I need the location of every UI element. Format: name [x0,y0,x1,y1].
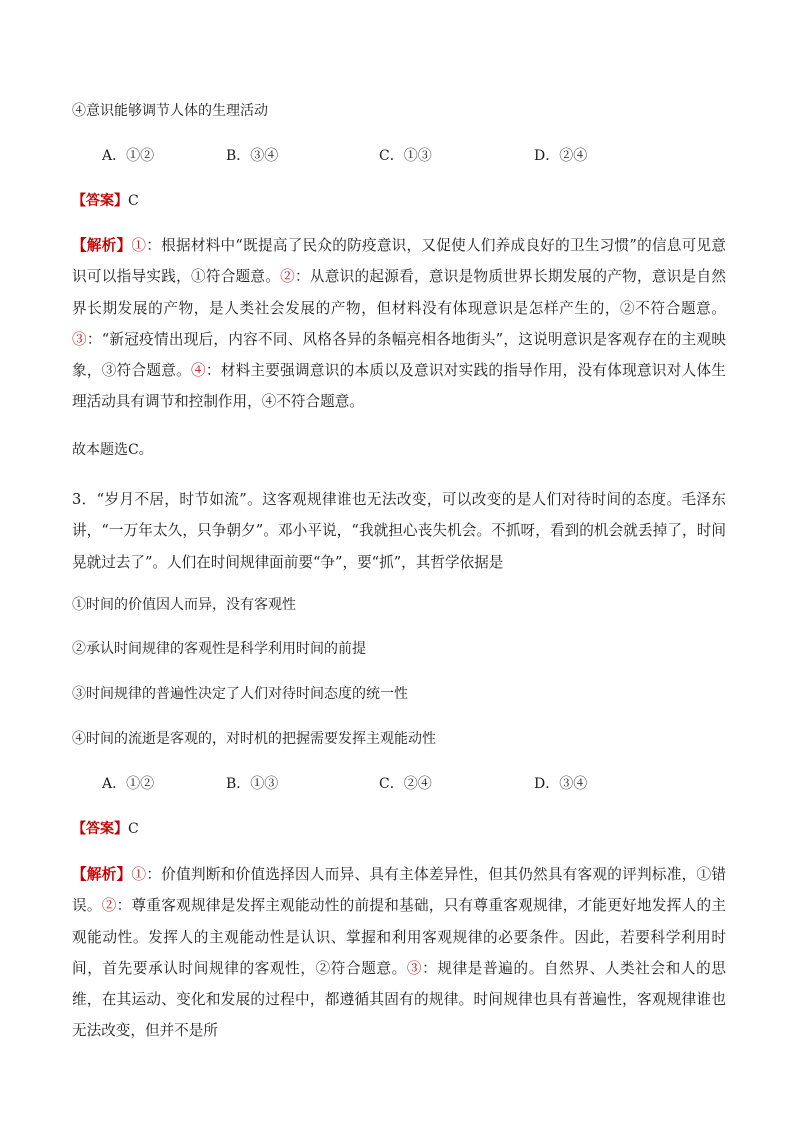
q3-statement-1: ①时间的价值因人而异，没有客观性 [72,597,296,613]
q3-analysis-marker-2: ② [101,897,117,915]
q2-analysis [72,230,726,418]
q2-analysis-marker-2: ② [280,268,296,286]
q3-statement-3: ③时间规律的普遍性决定了人们对待时间态度的统一性 [72,686,408,702]
q3-stem: 3．“岁月不居，时节如流”。这客观规律谁也无法改变，可以改变的是人们对待时间的态度。毛泽东讲，“一万年太久，只争朝夕”。邓小平说，“我就担心丧失机会。不抓呀，看到的机会就丢掉了，时间晃就过去了”。人们在时间规律面前要“争”，要“抓”，其哲学依据是 [72,491,726,571]
q3-option-d: D．③④ [534,776,588,792]
q3-option-a: A．①② [102,776,155,792]
q2-answer-tag: 【答案】 [72,193,128,209]
q2-option-b: B．③④ [226,148,279,164]
q2-statement-4: ④意识能够调节人体的生理活动 [72,103,268,119]
q3-option-b: B．①③ [226,776,279,792]
q3-analysis [72,859,726,1047]
q2-option-d: D．②④ [534,148,588,164]
q3-statement-2: ②承认时间规律的客观性是科学利用时间的前提 [72,641,366,657]
q3-answer-value: C [128,821,139,837]
q3-analysis-text-1: ：价值判断和价值选择因人而异、具有主体差异性，但其仍然具有客观的评判标准，①错误。 [72,866,726,915]
q2-analysis-text-1: ：根据材料中“既提高了民众的防疫意识，又促使人们养成良好的卫生习惯”的信息可见意识可以指导实践，①符合题意。 [72,237,726,286]
q3-analysis-marker-3: ③ [406,959,423,977]
q2-analysis-tag: 【解析】 [72,237,132,254]
q3-analysis-text-3: ：规律是普遍的。自然界、人类社会和人的思维，在其运动、变化和发展的过程中，都遵循其固有的规律。时间规律也具有普遍性，客观规律谁也无法改变，但并不是所 [72,959,726,1040]
q2-analysis-text-3: ：“新冠疫情出现后，内容不同、风格各异的条幅亮相各地街头”，这说明意识是客观存在的主观映象，③符合题意。 [72,330,726,380]
q2-option-c: C．①③ [379,148,432,164]
q2-answer [72,191,139,211]
q3-analysis-marker-1: ① [131,866,147,883]
q3-answer [72,819,139,839]
q3-answer-tag: 【答案】 [72,821,128,837]
q2-option-a: A．①② [102,148,155,164]
q2-answer-value: C [128,193,139,209]
q3-option-c: C．②④ [379,776,432,792]
q3-statement-4: ④时间的流逝是客观的，对时机的把握需要发挥主观能动性 [72,731,436,747]
q2-analysis-marker-1: ① [131,237,147,254]
q3-analysis-tag: 【解析】 [72,866,132,883]
q2-analysis-text-2: ：从意识的起源看，意识是物质世界长期发展的产物，意识是自然界长期发展的产物，是人类社会发展的产物，但材料没有体现意识是怎样产生的，②不符合题意。 [72,268,726,317]
q3-analysis-text-2: ：尊重客观规律是发挥主观能动性的前提和基础，只有尊重客观规律，才能更好地发挥人的主观能动性。发挥人的主观能动性是认识、掌握和利用客观规律的必要条件。因此，若要科学利用时间，首先要承认时间规律的客观性，②符合题意。 [72,897,726,977]
q2-analysis-text-4: ：材料主要强调意识的本质以及意识对实践的指导作用，没有体现意识对人体生理活动具有调节和控制作用，④不符合题意。 [72,362,726,411]
q2-conclusion: 故本题选C。 [72,442,153,458]
q2-analysis-marker-3: ③ [72,330,87,348]
q2-analysis-marker-4: ④ [190,362,206,380]
